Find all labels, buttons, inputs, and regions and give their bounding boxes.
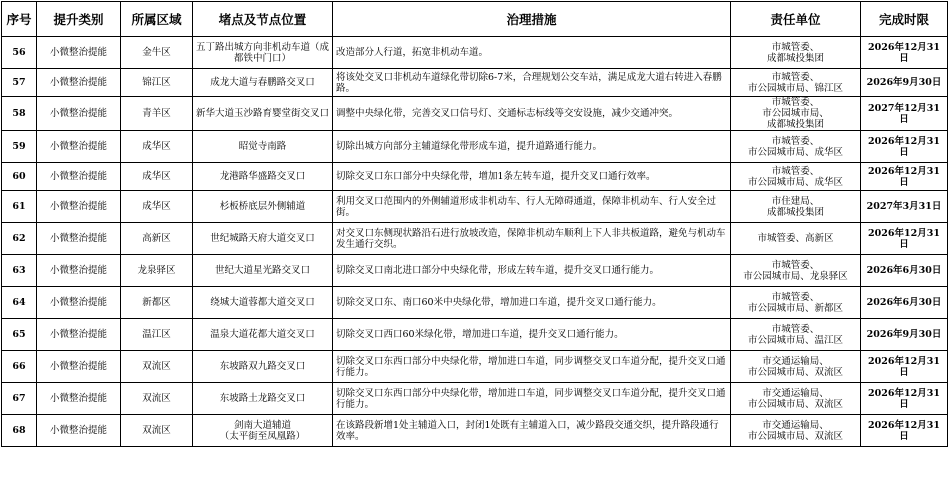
cell-deadline: 2027年12月31日 <box>861 97 948 131</box>
cell-location: 世纪城路天府大道交叉口 <box>193 223 333 255</box>
cell-serial: 57 <box>2 69 37 97</box>
cell-location: 杉板桥底层外侧辅道 <box>193 191 333 223</box>
cell-unit: 市城管委、 市公园城市局、新都区 <box>731 287 861 319</box>
cell-category: 小微整治提能 <box>37 351 121 383</box>
cell-measure: 切除交叉口西口60米绿化带，增加进口车道，提升交叉口通行能力。 <box>333 319 731 351</box>
table-row <box>2 415 948 447</box>
cell-measure: 将该处交叉口非机动车道绿化带切除6-7米，合理规划公交车站，满足成龙大道右转进入春鹏路。 <box>333 69 731 97</box>
table-row <box>2 97 948 131</box>
table-row <box>2 131 948 163</box>
table-row <box>2 383 948 415</box>
cell-deadline: 2026年6月30日 <box>861 255 948 287</box>
cell-category: 小微整治提能 <box>37 319 121 351</box>
table-row <box>2 191 948 223</box>
cell-category: 小微整治提能 <box>37 131 121 163</box>
table-row <box>2 319 948 351</box>
table-body <box>2 37 948 447</box>
cell-measure: 切除交叉口南北进口部分中央绿化带，形成左转车道，提升交叉口通行能力。 <box>333 255 731 287</box>
cell-deadline: 2026年12月31日 <box>861 223 948 255</box>
cell-district: 青羊区 <box>121 97 193 131</box>
cell-unit: 市交通运输局、 市公园城市局、双流区 <box>731 351 861 383</box>
header-district: 所属区域 <box>121 2 193 37</box>
cell-location: 东坡路土龙路交叉口 <box>193 383 333 415</box>
cell-district: 成华区 <box>121 191 193 223</box>
cell-location: 新华大道玉沙路育婴堂街交叉口 <box>193 97 333 131</box>
cell-measure: 切除交叉口东西口部分中央绿化带，增加进口车道，同步调整交叉口车道分配，提升交叉口通行能力。 <box>333 351 731 383</box>
cell-deadline: 2026年12月31日 <box>861 163 948 191</box>
cell-deadline: 2027年3月31日 <box>861 191 948 223</box>
cell-unit: 市城管委、 市公园城市局、温江区 <box>731 319 861 351</box>
cell-deadline: 2026年12月31日 <box>861 383 948 415</box>
cell-location: 龙港路华盛路交叉口 <box>193 163 333 191</box>
table-row <box>2 287 948 319</box>
cell-category: 小微整治提能 <box>37 255 121 287</box>
header-location: 堵点及节点位置 <box>193 2 333 37</box>
cell-category: 小微整治提能 <box>37 69 121 97</box>
cell-district: 成华区 <box>121 163 193 191</box>
cell-measure: 切除交叉口东西口部分中央绿化带，增加进口车道，同步调整交叉口车道分配，提升交叉口通行能力。 <box>333 383 731 415</box>
header-serial: 序号 <box>2 2 37 37</box>
cell-serial: 61 <box>2 191 37 223</box>
cell-location: 昭觉寺南路 <box>193 131 333 163</box>
cell-category: 小微整治提能 <box>37 415 121 447</box>
cell-deadline: 2026年9月30日 <box>861 319 948 351</box>
table-row <box>2 255 948 287</box>
cell-location: 成龙大道与春鹏路交叉口 <box>193 69 333 97</box>
cell-measure: 切除交叉口东、南口60米中央绿化带，增加进口车道，提升交叉口通行能力。 <box>333 287 731 319</box>
cell-unit: 市城管委、 市公园城市局、锦江区 <box>731 69 861 97</box>
cell-measure: 在该路段新增1处主辅道入口，封闭1处既有主辅道入口，减少路段交通交织，提升路段通行效率。 <box>333 415 731 447</box>
cell-unit: 市城管委、 市公园城市局、成华区 <box>731 163 861 191</box>
cell-district: 高新区 <box>121 223 193 255</box>
cell-serial: 58 <box>2 97 37 131</box>
cell-serial: 66 <box>2 351 37 383</box>
cell-measure: 利用交叉口范围内的外侧辅道形成非机动车、行人无障碍通道，保障非机动车、行人安全过街。 <box>333 191 731 223</box>
cell-serial: 63 <box>2 255 37 287</box>
header-unit: 责任单位 <box>731 2 861 37</box>
header-measure: 治理措施 <box>333 2 731 37</box>
cell-measure: 切除交叉口东口部分中央绿化带，增加1条左转车道，提升交叉口通行效率。 <box>333 163 731 191</box>
cell-category: 小微整治提能 <box>37 383 121 415</box>
governance-table <box>1 1 948 447</box>
cell-unit: 市住建局、 成都城投集团 <box>731 191 861 223</box>
cell-unit: 市城管委、 市公园城市局、 成都城投集团 <box>731 97 861 131</box>
cell-serial: 56 <box>2 37 37 69</box>
cell-district: 双流区 <box>121 351 193 383</box>
cell-district: 锦江区 <box>121 69 193 97</box>
cell-category: 小微整治提能 <box>37 287 121 319</box>
cell-unit: 市城管委、 市公园城市局、成华区 <box>731 131 861 163</box>
header-row <box>2 2 948 37</box>
cell-category: 小微整治提能 <box>37 223 121 255</box>
header-category: 提升类别 <box>37 2 121 37</box>
cell-district: 双流区 <box>121 383 193 415</box>
cell-location: 世纪大道星光路交叉口 <box>193 255 333 287</box>
cell-deadline: 2026年12月31日 <box>861 351 948 383</box>
table-row <box>2 351 948 383</box>
cell-category: 小微整治提能 <box>37 37 121 69</box>
cell-unit: 市城管委、 市公园城市局、龙泉驿区 <box>731 255 861 287</box>
table-row <box>2 37 948 69</box>
cell-category: 小微整治提能 <box>37 97 121 131</box>
cell-deadline: 2026年12月31日 <box>861 37 948 69</box>
cell-district: 龙泉驿区 <box>121 255 193 287</box>
cell-location: 东坡路双九路交叉口 <box>193 351 333 383</box>
table-row <box>2 163 948 191</box>
cell-category: 小微整治提能 <box>37 163 121 191</box>
cell-serial: 64 <box>2 287 37 319</box>
cell-deadline: 2026年6月30日 <box>861 287 948 319</box>
cell-serial: 68 <box>2 415 37 447</box>
table-row <box>2 223 948 255</box>
cell-unit: 市交通运输局、 市公园城市局、双流区 <box>731 415 861 447</box>
cell-serial: 59 <box>2 131 37 163</box>
cell-unit: 市城管委、 成都城投集团 <box>731 37 861 69</box>
cell-deadline: 2026年12月31日 <box>861 415 948 447</box>
cell-district: 双流区 <box>121 415 193 447</box>
cell-district: 新都区 <box>121 287 193 319</box>
cell-location: 绕城大道蓉都大道交叉口 <box>193 287 333 319</box>
cell-unit: 市交通运输局、 市公园城市局、双流区 <box>731 383 861 415</box>
cell-serial: 60 <box>2 163 37 191</box>
cell-deadline: 2026年12月31日 <box>861 131 948 163</box>
cell-district: 金牛区 <box>121 37 193 69</box>
cell-measure: 改造部分人行道，拓宽非机动车道。 <box>333 37 731 69</box>
cell-location: 温泉大道花都大道交叉口 <box>193 319 333 351</box>
cell-measure: 调整中央绿化带，完善交叉口信号灯、交通标志标线等交安设施，减少交通冲突。 <box>333 97 731 131</box>
cell-serial: 62 <box>2 223 37 255</box>
cell-location: 剑南大道辅道 （太平街至凤凰路） <box>193 415 333 447</box>
cell-serial: 65 <box>2 319 37 351</box>
cell-deadline: 2026年9月30日 <box>861 69 948 97</box>
header-deadline: 完成时限 <box>861 2 948 37</box>
cell-measure: 切除出城方向部分主辅道绿化带形成车道，提升道路通行能力。 <box>333 131 731 163</box>
cell-location: 五丁路出城方向非机动车道（成都铁中门口） <box>193 37 333 69</box>
cell-measure: 对交叉口东侧现状路沿石进行放坡改造，保障非机动车顺利上下人非共板道路，避免与机动车发生通行交织。 <box>333 223 731 255</box>
cell-district: 成华区 <box>121 131 193 163</box>
cell-district: 温江区 <box>121 319 193 351</box>
cell-unit: 市城管委、高新区 <box>731 223 861 255</box>
cell-serial: 67 <box>2 383 37 415</box>
cell-category: 小微整治提能 <box>37 191 121 223</box>
table-row <box>2 69 948 97</box>
